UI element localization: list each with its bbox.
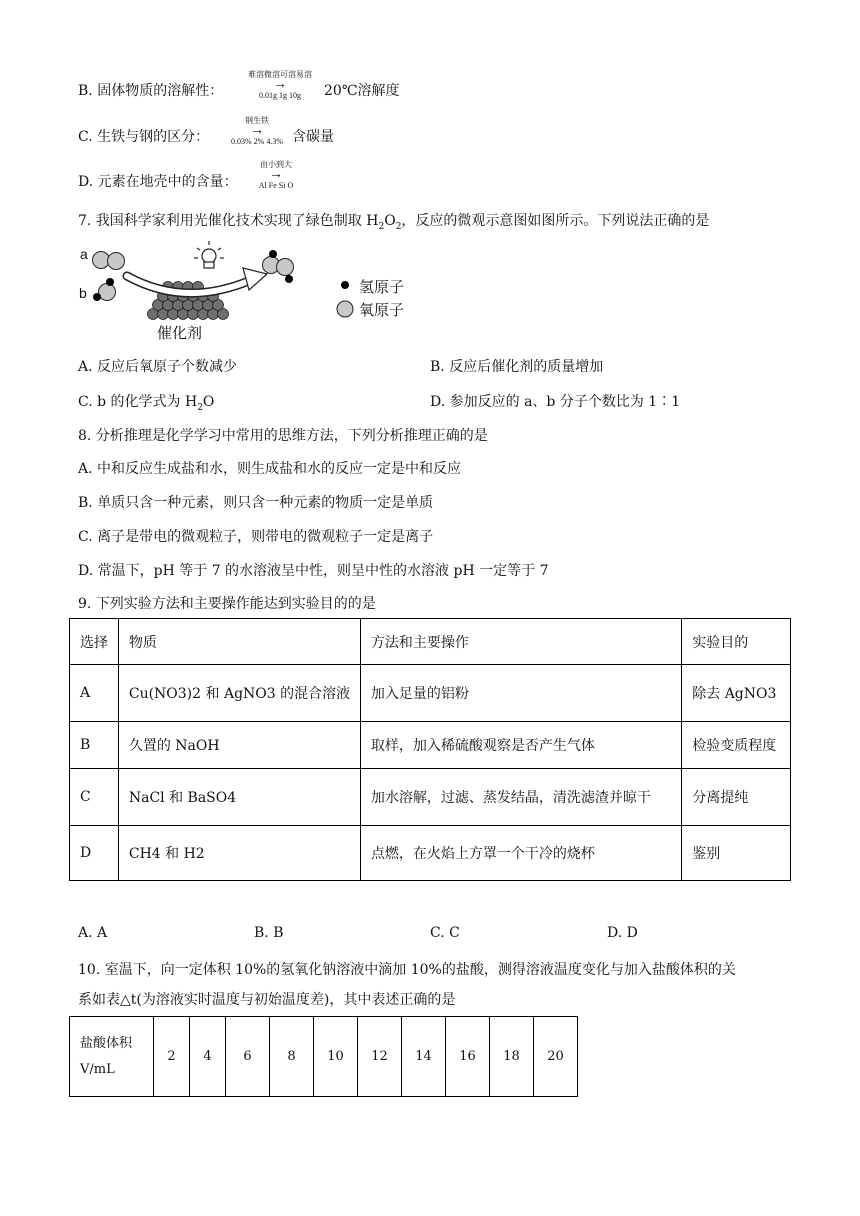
q8-stem: 8. 分析推理是化学学习中常用的思维方法，下列分析推理正确的是 (78, 428, 488, 444)
q9-answer-c: C. C (430, 925, 460, 941)
row-substance: 久置的 NaOH (118, 722, 360, 769)
arrow-bottom-text: Al Fe Si O (258, 181, 294, 190)
arrow-top-text: 钢生铁 (245, 116, 269, 125)
arrow-top-text: 由小到大 (260, 160, 292, 169)
q10-stem-line2: 系如表△t(为溶液实时温度与初始温度差)，其中表述正确的是 (78, 992, 456, 1008)
volume-cell: 2 (154, 1017, 190, 1097)
row-substance: NaCl 和 BaSO4 (118, 769, 360, 826)
q8-option-a: A. 中和反应生成盐和水，则生成盐和水的反应一定是中和反应 (78, 461, 462, 477)
legend-hydrogen: 氢原子 (359, 278, 405, 296)
arrow-bottom-text: 0.03% 2% 4.3% (231, 137, 283, 146)
table-row (70, 1017, 578, 1097)
q6-option-c-suffix: 含碳量 (292, 129, 334, 145)
volume-cell: 10 (314, 1017, 358, 1097)
row-method: 取样，加入稀硫酸观察是否产生气体 (360, 722, 681, 769)
product-h2o2-icon (263, 250, 294, 283)
row-purpose: 鉴别 (682, 826, 791, 881)
table-row (70, 769, 791, 826)
row-choice: B (70, 722, 119, 769)
q6-option-c-prefix: C. 生铁与钢的区分： (78, 129, 210, 145)
volume-cell: 20 (534, 1017, 578, 1097)
q10-stem-line1: 10. 室温下，向一定体积 10%的氢氧化钠溶液中滴加 10%的盐酸，测得溶液温度变化与加入盐酸体积的关 (78, 962, 736, 978)
volume-cell: 6 (226, 1017, 270, 1097)
right-arrow-icon: → (269, 167, 283, 182)
molecule-b-icon (93, 278, 116, 301)
q6-option-d-arrow (248, 160, 304, 190)
row-method: 点燃，在火焰上方罩一个干冷的烧杯 (360, 826, 681, 881)
header-purpose: 实验目的 (682, 619, 791, 665)
q9-answer-a: A. A (78, 925, 108, 941)
oxygen-atom-icon (337, 301, 353, 317)
row-choice: C (70, 769, 119, 826)
q6-option-d (78, 171, 238, 191)
table-row (70, 722, 791, 769)
q6-option-b-arrow (238, 70, 322, 100)
arrow-top-text: 难溶微溶可溶易溶 (248, 70, 312, 79)
catalyst-label: 催化剂 (157, 324, 203, 342)
q6-option-c-arrow (225, 116, 289, 146)
q7-stem: 7. 我国科学家利用光催化技术实现了绿色制取 $H_2O_2$，反应的微观示意图如图所示。下列说法正确的是 (78, 213, 710, 232)
volume-cell: 4 (190, 1017, 226, 1097)
table-row (70, 665, 791, 722)
q7-option-a: A. 反应后氧原子个数减少 (78, 359, 238, 375)
volume-cell: 18 (490, 1017, 534, 1097)
q9-stem: 9. 下列实验方法和主要操作能达到实验目的的是 (78, 596, 376, 612)
q9-answer-d: D. D (607, 925, 638, 941)
diagram-label-a: a (80, 246, 88, 262)
row-method: 加入足量的铝粉 (360, 665, 681, 722)
row-purpose: 除去 AgNO3 (682, 665, 791, 722)
curved-arrow-icon (127, 268, 267, 293)
q7-option-b: B. 反应后催化剂的质量增加 (430, 359, 604, 375)
q8-option-b: B. 单质只含一种元素，则只含一种元素的物质一定是单质 (78, 495, 434, 511)
right-arrow-icon: → (273, 77, 287, 92)
legend-oxygen: 氧原子 (359, 301, 405, 319)
q6-option-b-prefix: B. 固体物质的溶解性： (78, 83, 224, 99)
table-row (70, 826, 791, 881)
volume-cell: 12 (358, 1017, 402, 1097)
experiment-table (69, 618, 791, 881)
row-substance: Cu(NO3)2 和 AgNO3 的混合溶液 (118, 665, 360, 722)
q6-option-b-suffix: 20℃溶解度 (324, 83, 400, 99)
q6-option-d-prefix: D. 元素在地壳中的含量： (78, 174, 238, 190)
volume-cell: 8 (270, 1017, 314, 1097)
table-header-row (70, 619, 791, 665)
row-purpose: 分离提纯 (682, 769, 791, 826)
q8-option-c: C. 离子是带电的微观粒子，则带电的微观粒子一定是离子 (78, 529, 434, 545)
row-substance: CH4 和 H2 (118, 826, 360, 881)
row-choice: D (70, 826, 119, 881)
volume-cell: 16 (446, 1017, 490, 1097)
row-choice: A (70, 665, 119, 722)
q9-answer-b: B. B (254, 925, 284, 941)
header-method: 方法和主要操作 (360, 619, 681, 665)
molecule-a-icon (93, 252, 125, 270)
header-choice: 选择 (70, 619, 119, 665)
header-substance: 物质 (118, 619, 360, 665)
light-bulb-icon (194, 241, 224, 268)
right-arrow-icon: → (250, 123, 264, 138)
q7-option-d: D. 参加反应的 a、b 分子个数比为 1∶1 (430, 394, 681, 410)
q6-option-b (78, 80, 223, 100)
hydrogen-atom-icon (341, 281, 349, 289)
row-method: 加水溶解，过滤、蒸发结晶，清洗滤渣并晾干 (360, 769, 681, 826)
q7-option-c: C. b 的化学式为 $H_2O$ (78, 394, 215, 413)
row-purpose: 检验变质程度 (682, 722, 791, 769)
q8-option-d: D. 常温下，pH 等于 7 的水溶液呈中性，则呈中性的水溶液 pH 一定等于 7 (78, 563, 549, 579)
volume-cell: 14 (402, 1017, 446, 1097)
q6-option-c (78, 126, 209, 146)
volume-header: 盐酸体积 V/mL (70, 1017, 154, 1097)
diagram-label-b: b (79, 285, 87, 301)
volume-table (69, 1016, 578, 1097)
arrow-bottom-text: 0.01g 1g 10g (259, 91, 301, 100)
